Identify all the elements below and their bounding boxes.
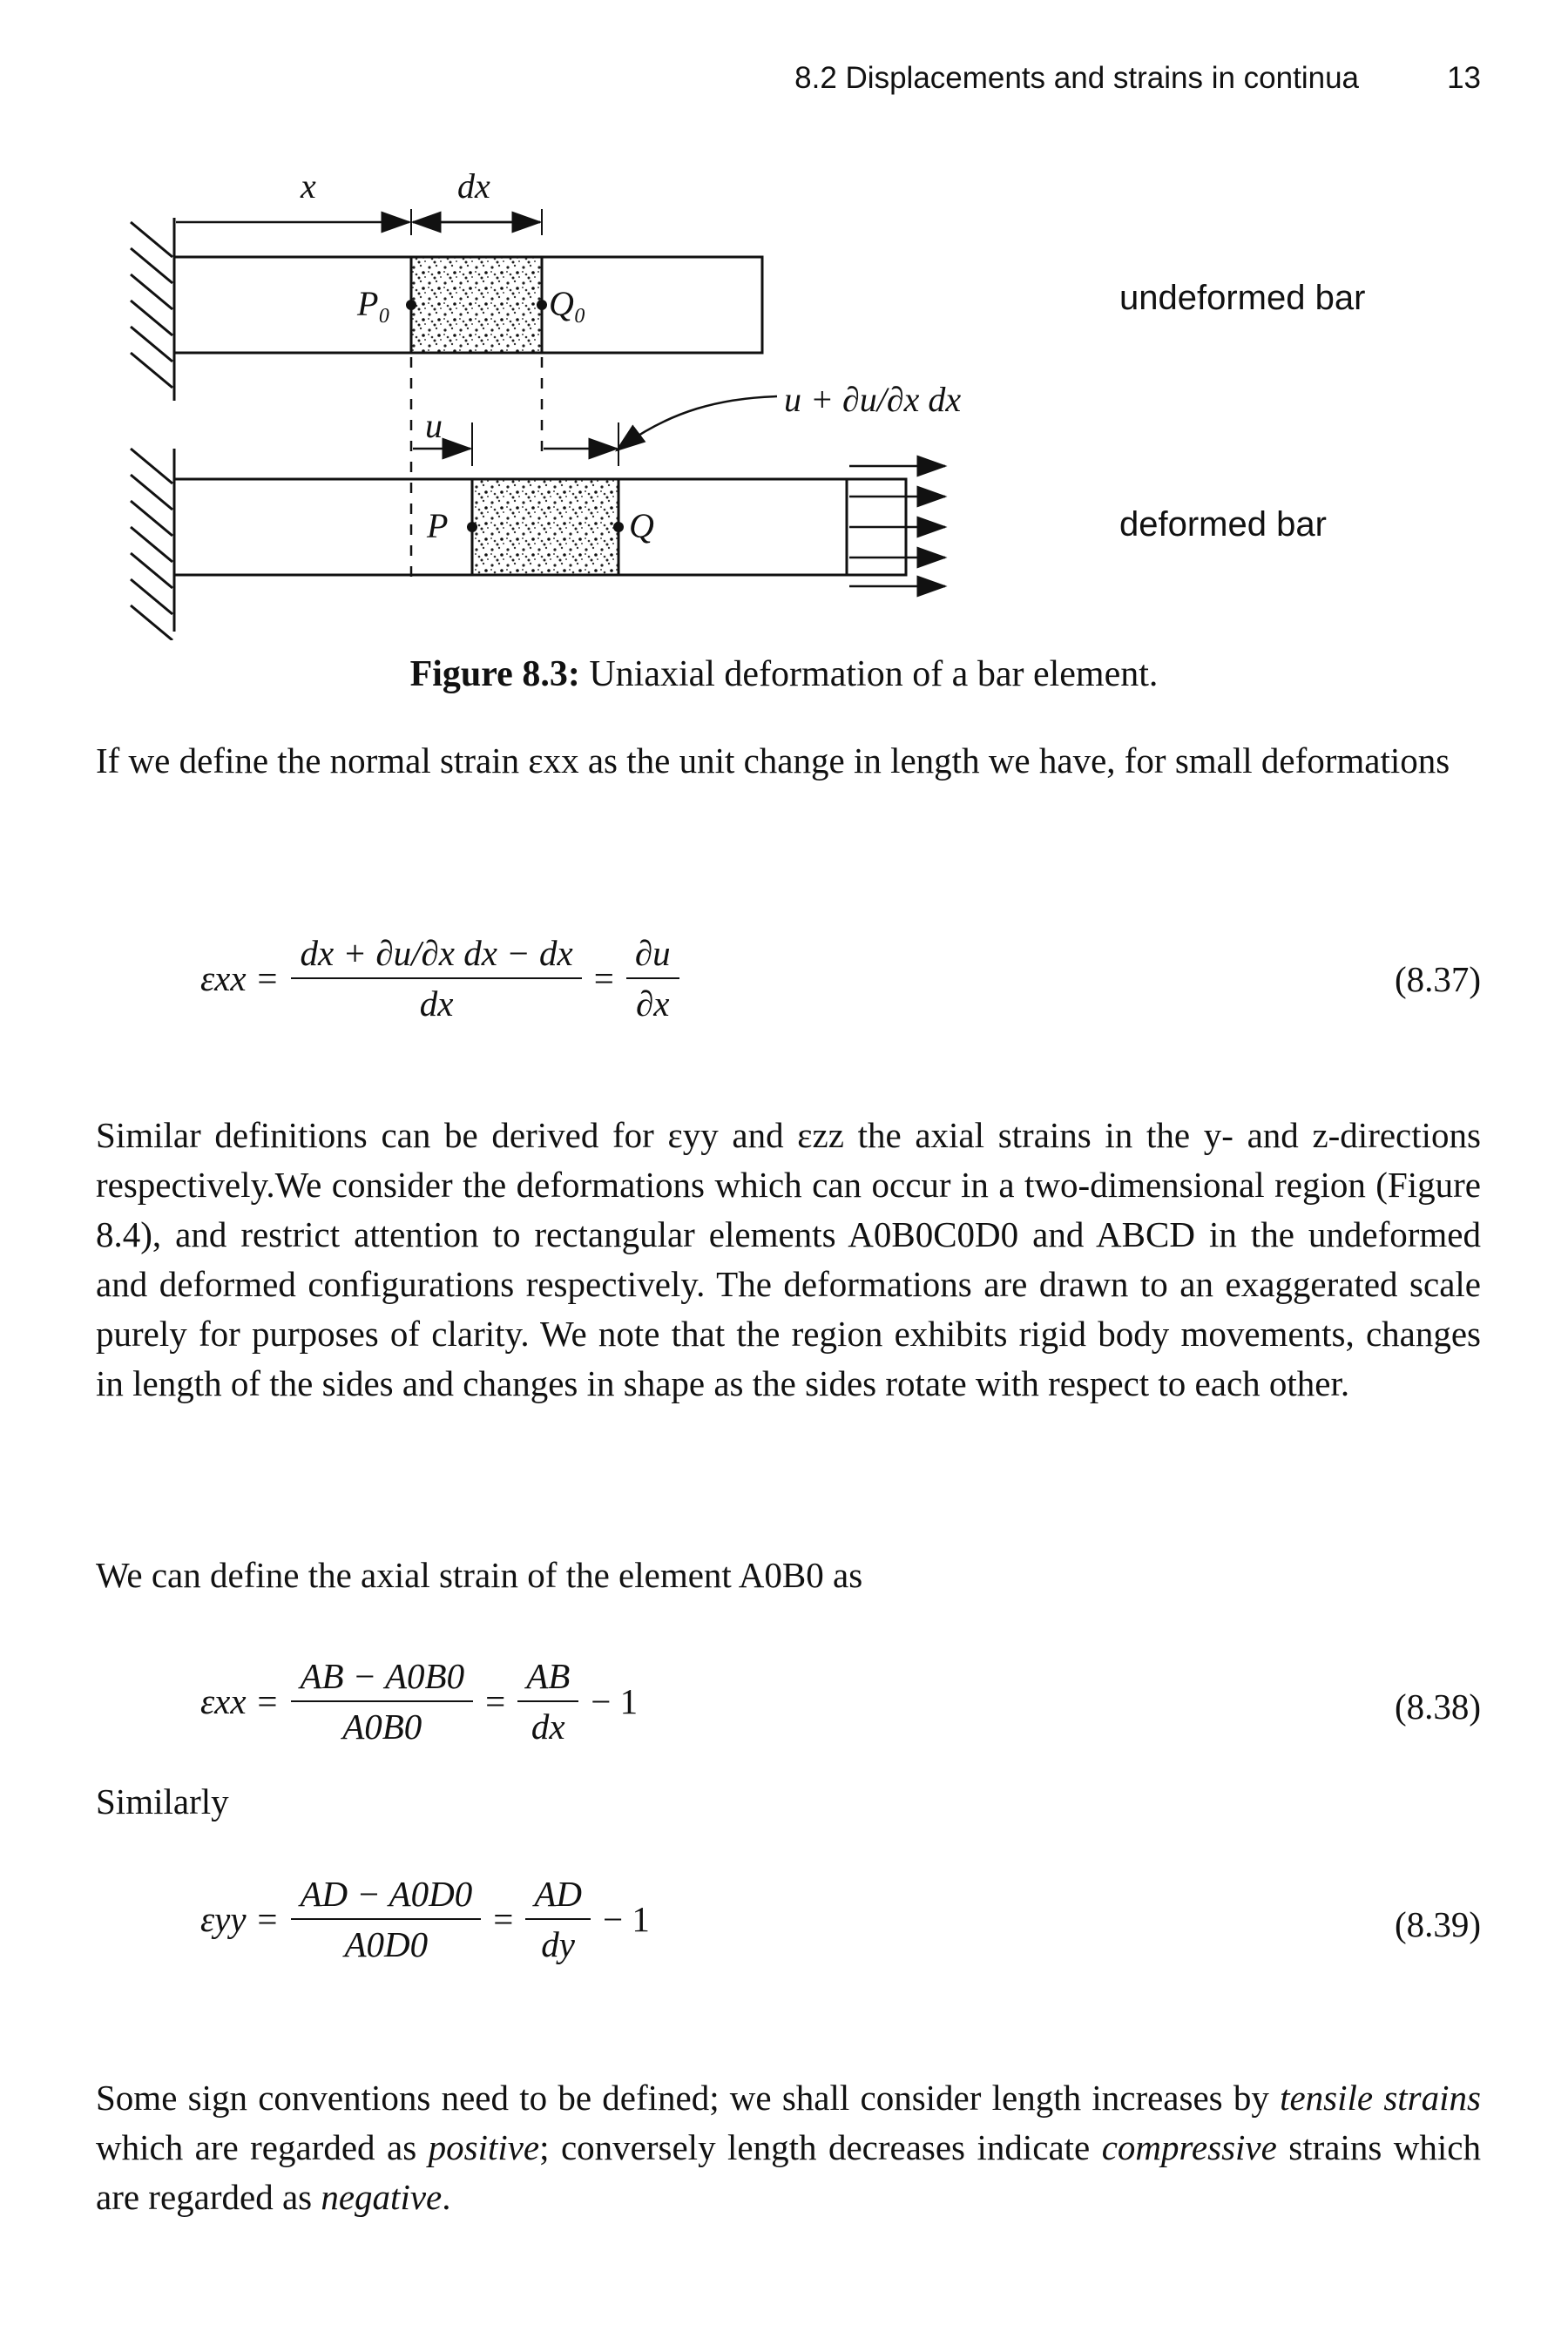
label-q0: Q₀ [549,284,586,323]
load-arrows [849,466,945,586]
undeformed-element [411,257,542,353]
p4-text-e: . [442,2177,451,2217]
label-p: P [427,506,449,545]
eq837-numerator: dx + ∂u/∂x dx − dx [291,932,581,979]
eq837-lhs: εxx = [200,958,280,998]
p4-text-c: ; conversely length decreases indicate [539,2127,1102,2167]
eq839-denominator: A0D0 [344,1924,429,1964]
running-title: 8.2 Displacements and strains in continua [794,61,1359,95]
caption-label: Figure 8.3: [409,654,580,694]
eq839-tail: − 1 [602,1899,650,1939]
label-deformed-bar: deformed bar [1119,505,1327,544]
paragraph-1: If we define the normal strain εxx as the unit change in length we have, for small deformations [96,740,1450,781]
page-number: 13 [1447,61,1481,95]
label-u: u [425,406,443,445]
paragraph-3: We can define the axial strain of the element A0B0 as [96,1555,863,1595]
paragraph-4 [96,2073,1481,2222]
label-p0: P₀ [357,284,391,323]
wall-hatch-bottom [131,449,174,640]
eq838-number: (8.38) [1394,1686,1481,1727]
eq838-rhs-numerator: AB [517,1655,578,1702]
eq838-lhs: εxx = [200,1681,280,1721]
deformed-element [472,479,618,575]
label-dx: dx [457,166,490,206]
eq839-numerator: AD − A0D0 [291,1873,481,1920]
figure-8-3 [113,166,1507,640]
p4-positive: positive [428,2127,540,2167]
label-q: Q [629,506,654,545]
equation-8-37: εxx = $\frac{\text{dx + ∂u/∂x dx − dx}}{dx}$ = $\frac{\partial u}{\partial x}$ (8.37) [200,933,1481,1024]
running-header [96,61,1481,105]
eq837-number: (8.37) [1394,959,1481,999]
p4-text-d: strains which are regarded as [96,2127,1481,2217]
eq838-tail: − 1 [591,1681,639,1721]
eq839-lhs: εyy = [200,1899,280,1939]
eq838-rhs-denominator: dx [531,1707,565,1747]
eq837-denominator: dx [419,983,454,1024]
point-q0 [537,300,547,310]
equation-8-38: εxx = $\frac{AB - A0B0}{A0B0}$ = $\frac{AB}{dx}$ − 1 (8.38) [200,1656,1481,1747]
eq838-numerator: AB − A0B0 [291,1655,473,1702]
eq838-denominator: A0B0 [342,1707,422,1747]
equation-8-39: εyy = $\frac{AD - A0D0}{A0D0}$ = $\frac{AD}{dy}$ − 1 (8.39) [200,1874,1481,1964]
point-q [613,522,624,532]
label-undeformed-bar: undeformed bar [1119,279,1366,317]
similarly-text: Similarly [96,1781,229,1821]
p4-text-a: Some sign conventions need to be defined; we shall consider length increases by [96,2078,1281,2118]
wall-hatch-top [131,218,174,401]
point-p [467,522,477,532]
figure-caption [0,653,1568,695]
eq837-rhs-denominator: ∂x [636,983,670,1024]
caption-text: Uniaxial deformation of a bar element. [579,654,1159,694]
label-x: x [301,166,316,206]
point-p0 [406,300,416,310]
p4-tensile: tensile strains [1280,2078,1481,2118]
paragraph-2: Similar definitions can be derived for εyy and εzz the axial strains in the y- and z-directions respectively.We consider the deformations which can occur in a two-dimensional region (Figure 8.4), and restrict attention to rectangular elements A0B0C0D0 and ABCD in the undeformed and deformed configurations respectively. The deformations are drawn to an exaggerated scale purely for purposes of clarity. We note that the region exhibits rigid body movements, changes in length of the sides and changes in shape as the sides rotate with respect to each other. [96,1115,1481,1403]
label-u-plus-du: u + ∂u/∂x dx [784,380,962,419]
leader-curve [617,396,777,450]
eq839-rhs-numerator: AD [525,1873,591,1920]
p4-compressive: compressive [1101,2127,1277,2167]
p4-text-b: which are regarded as [96,2127,429,2167]
p4-negative: negative [321,2177,443,2217]
eq839-rhs-denominator: dy [541,1924,575,1964]
eq839-number: (8.39) [1394,1904,1481,1944]
eq837-rhs-numerator: ∂u [626,932,679,979]
